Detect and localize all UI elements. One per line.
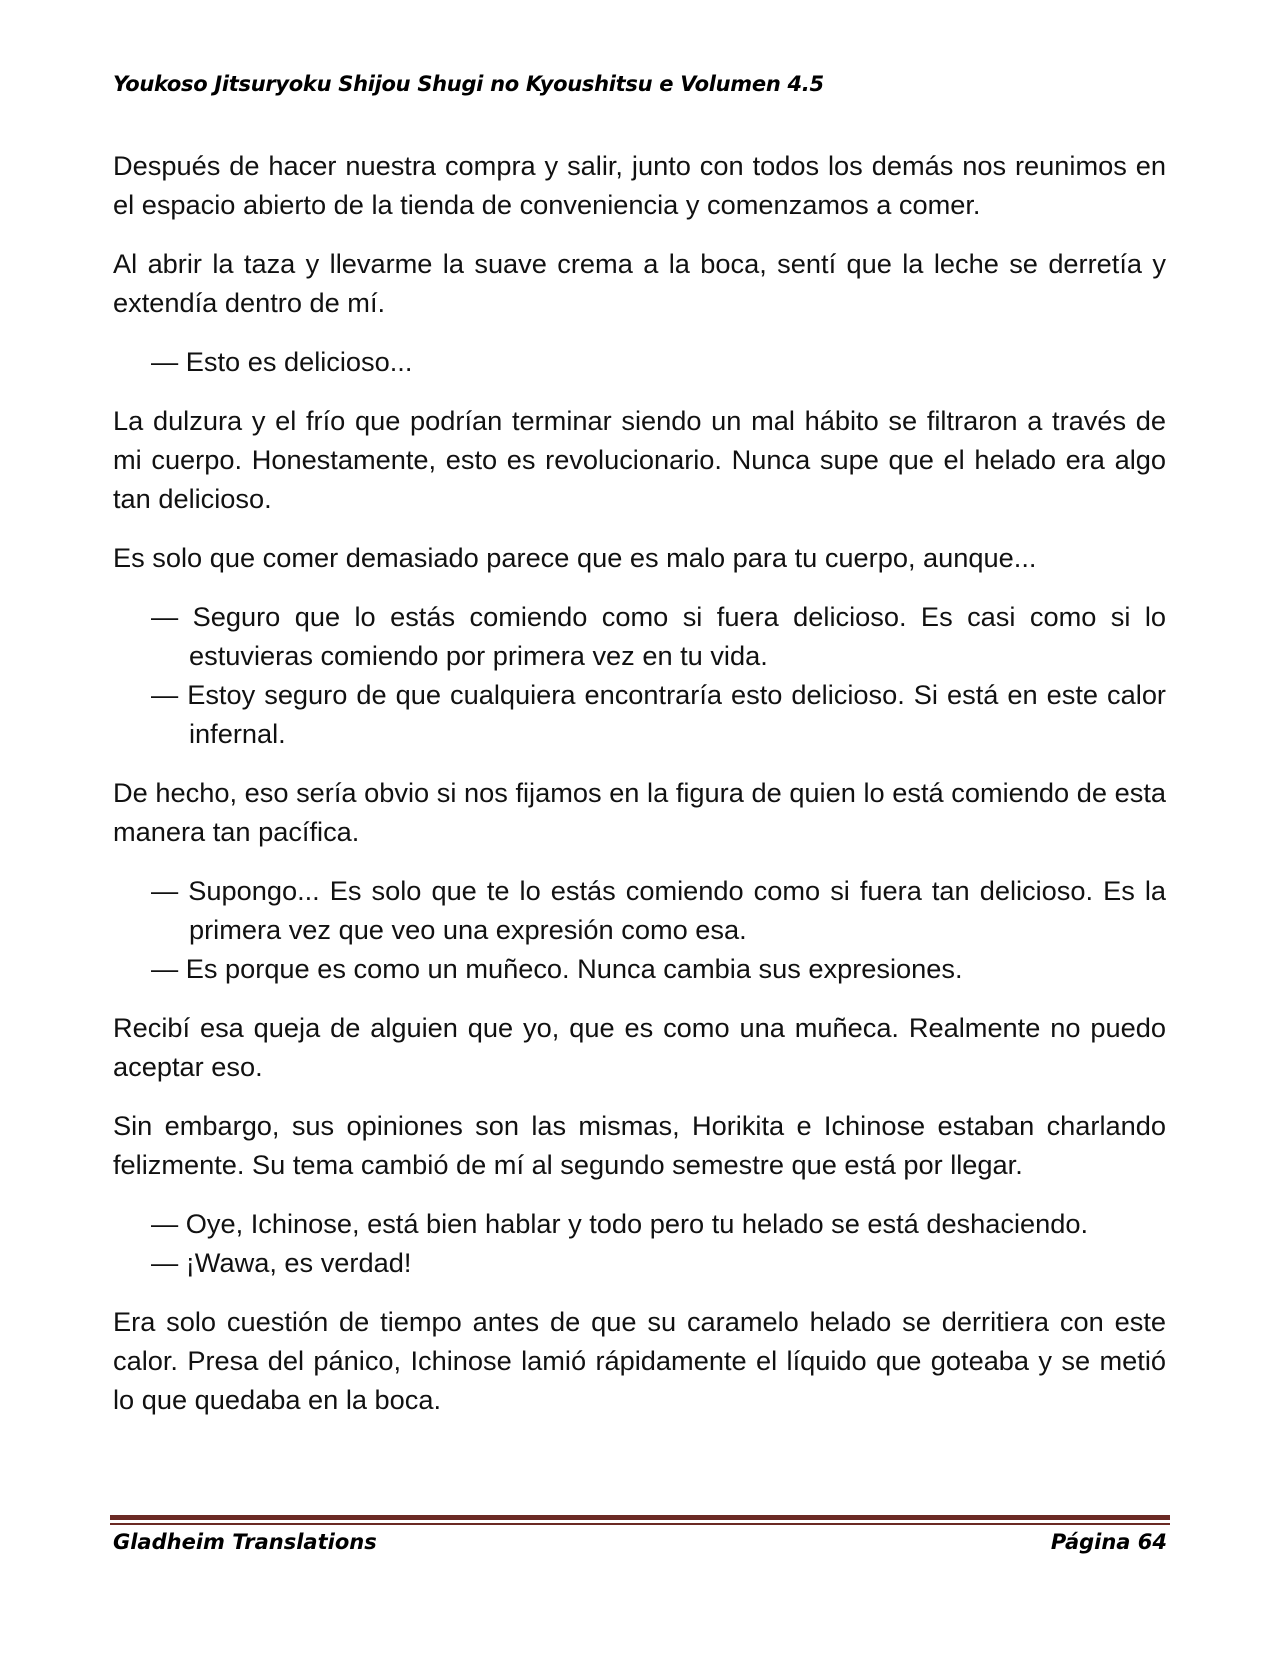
paragraph: Recibí esa queja de alguien que yo, que es como una muñeca. Realmente no puedo aceptar eso. bbox=[113, 1012, 1166, 1082]
page-body bbox=[113, 146, 1166, 1439]
dialogue-group bbox=[113, 871, 1166, 988]
paragraph: Es solo que comer demasiado parece que es malo para tu cuerpo, aunque... bbox=[113, 542, 1037, 573]
dialogue-group bbox=[113, 597, 1166, 753]
footer-divider-thick bbox=[110, 1515, 1170, 1520]
dialogue-line: — Supongo... Es solo que te lo estás comiendo como si fuera tan delicioso. Es la primera vez que veo una expresión como esa. bbox=[151, 875, 1166, 945]
dialogue-group bbox=[113, 342, 1166, 381]
dialogue-group bbox=[113, 1204, 1166, 1282]
paragraph: Al abrir la taza y llevarme la suave crema a la boca, sentí que la leche se derretía y extendía dentro de mí. bbox=[113, 248, 1166, 318]
paragraph: Después de hacer nuestra compra y salir, junto con todos los demás nos reunimos en el espacio abierto de la tienda de conveniencia y comenzamos a comer. bbox=[113, 150, 1166, 220]
dialogue-line: — Seguro que lo estás comiendo como si fuera delicioso. Es casi como si lo estuvieras comiendo por primera vez en tu vida. bbox=[151, 601, 1166, 671]
dialogue-line: — Esto es delicioso... bbox=[151, 346, 413, 377]
footer-translator: Gladheim Translations bbox=[113, 1530, 377, 1554]
dialogue-line: — Estoy seguro de que cualquiera encontraría esto delicioso. Si está en este calor infernal. bbox=[151, 679, 1166, 749]
dialogue-line: — ¡Wawa, es verdad! bbox=[151, 1247, 412, 1278]
dialogue-line: — Es porque es como un muñeco. Nunca cambia sus expresiones. bbox=[151, 953, 963, 984]
paragraph: La dulzura y el frío que podrían terminar siendo un mal hábito se filtraron a través de mi cuerpo. Honestamente, esto es revolucionario. Nunca supe que el helado era algo tan delicioso. bbox=[113, 405, 1166, 514]
page-header-title: Youkoso Jitsuryoku Shijou Shugi no Kyoushitsu e Volumen 4.5 bbox=[113, 72, 824, 96]
dialogue-line: — Oye, Ichinose, está bien hablar y todo pero tu helado se está deshaciendo. bbox=[151, 1208, 1089, 1239]
paragraph: Sin embargo, sus opiniones son las mismas, Horikita e Ichinose estaban charlando felizmente. Su tema cambió de mí al segundo semestre que está por llegar. bbox=[113, 1110, 1166, 1180]
footer-divider-thin bbox=[110, 1523, 1170, 1525]
footer-page-number: Página 64 bbox=[1050, 1530, 1167, 1554]
paragraph: Era solo cuestión de tiempo antes de que su caramelo helado se derritiera con este calor. Presa del pánico, Ichinose lamió rápidamente el líquido que goteaba y se metió lo que quedaba en la boca. bbox=[113, 1306, 1166, 1415]
paragraph: De hecho, eso sería obvio si nos fijamos en la figura de quien lo está comiendo de esta manera tan pacífica. bbox=[113, 777, 1166, 847]
